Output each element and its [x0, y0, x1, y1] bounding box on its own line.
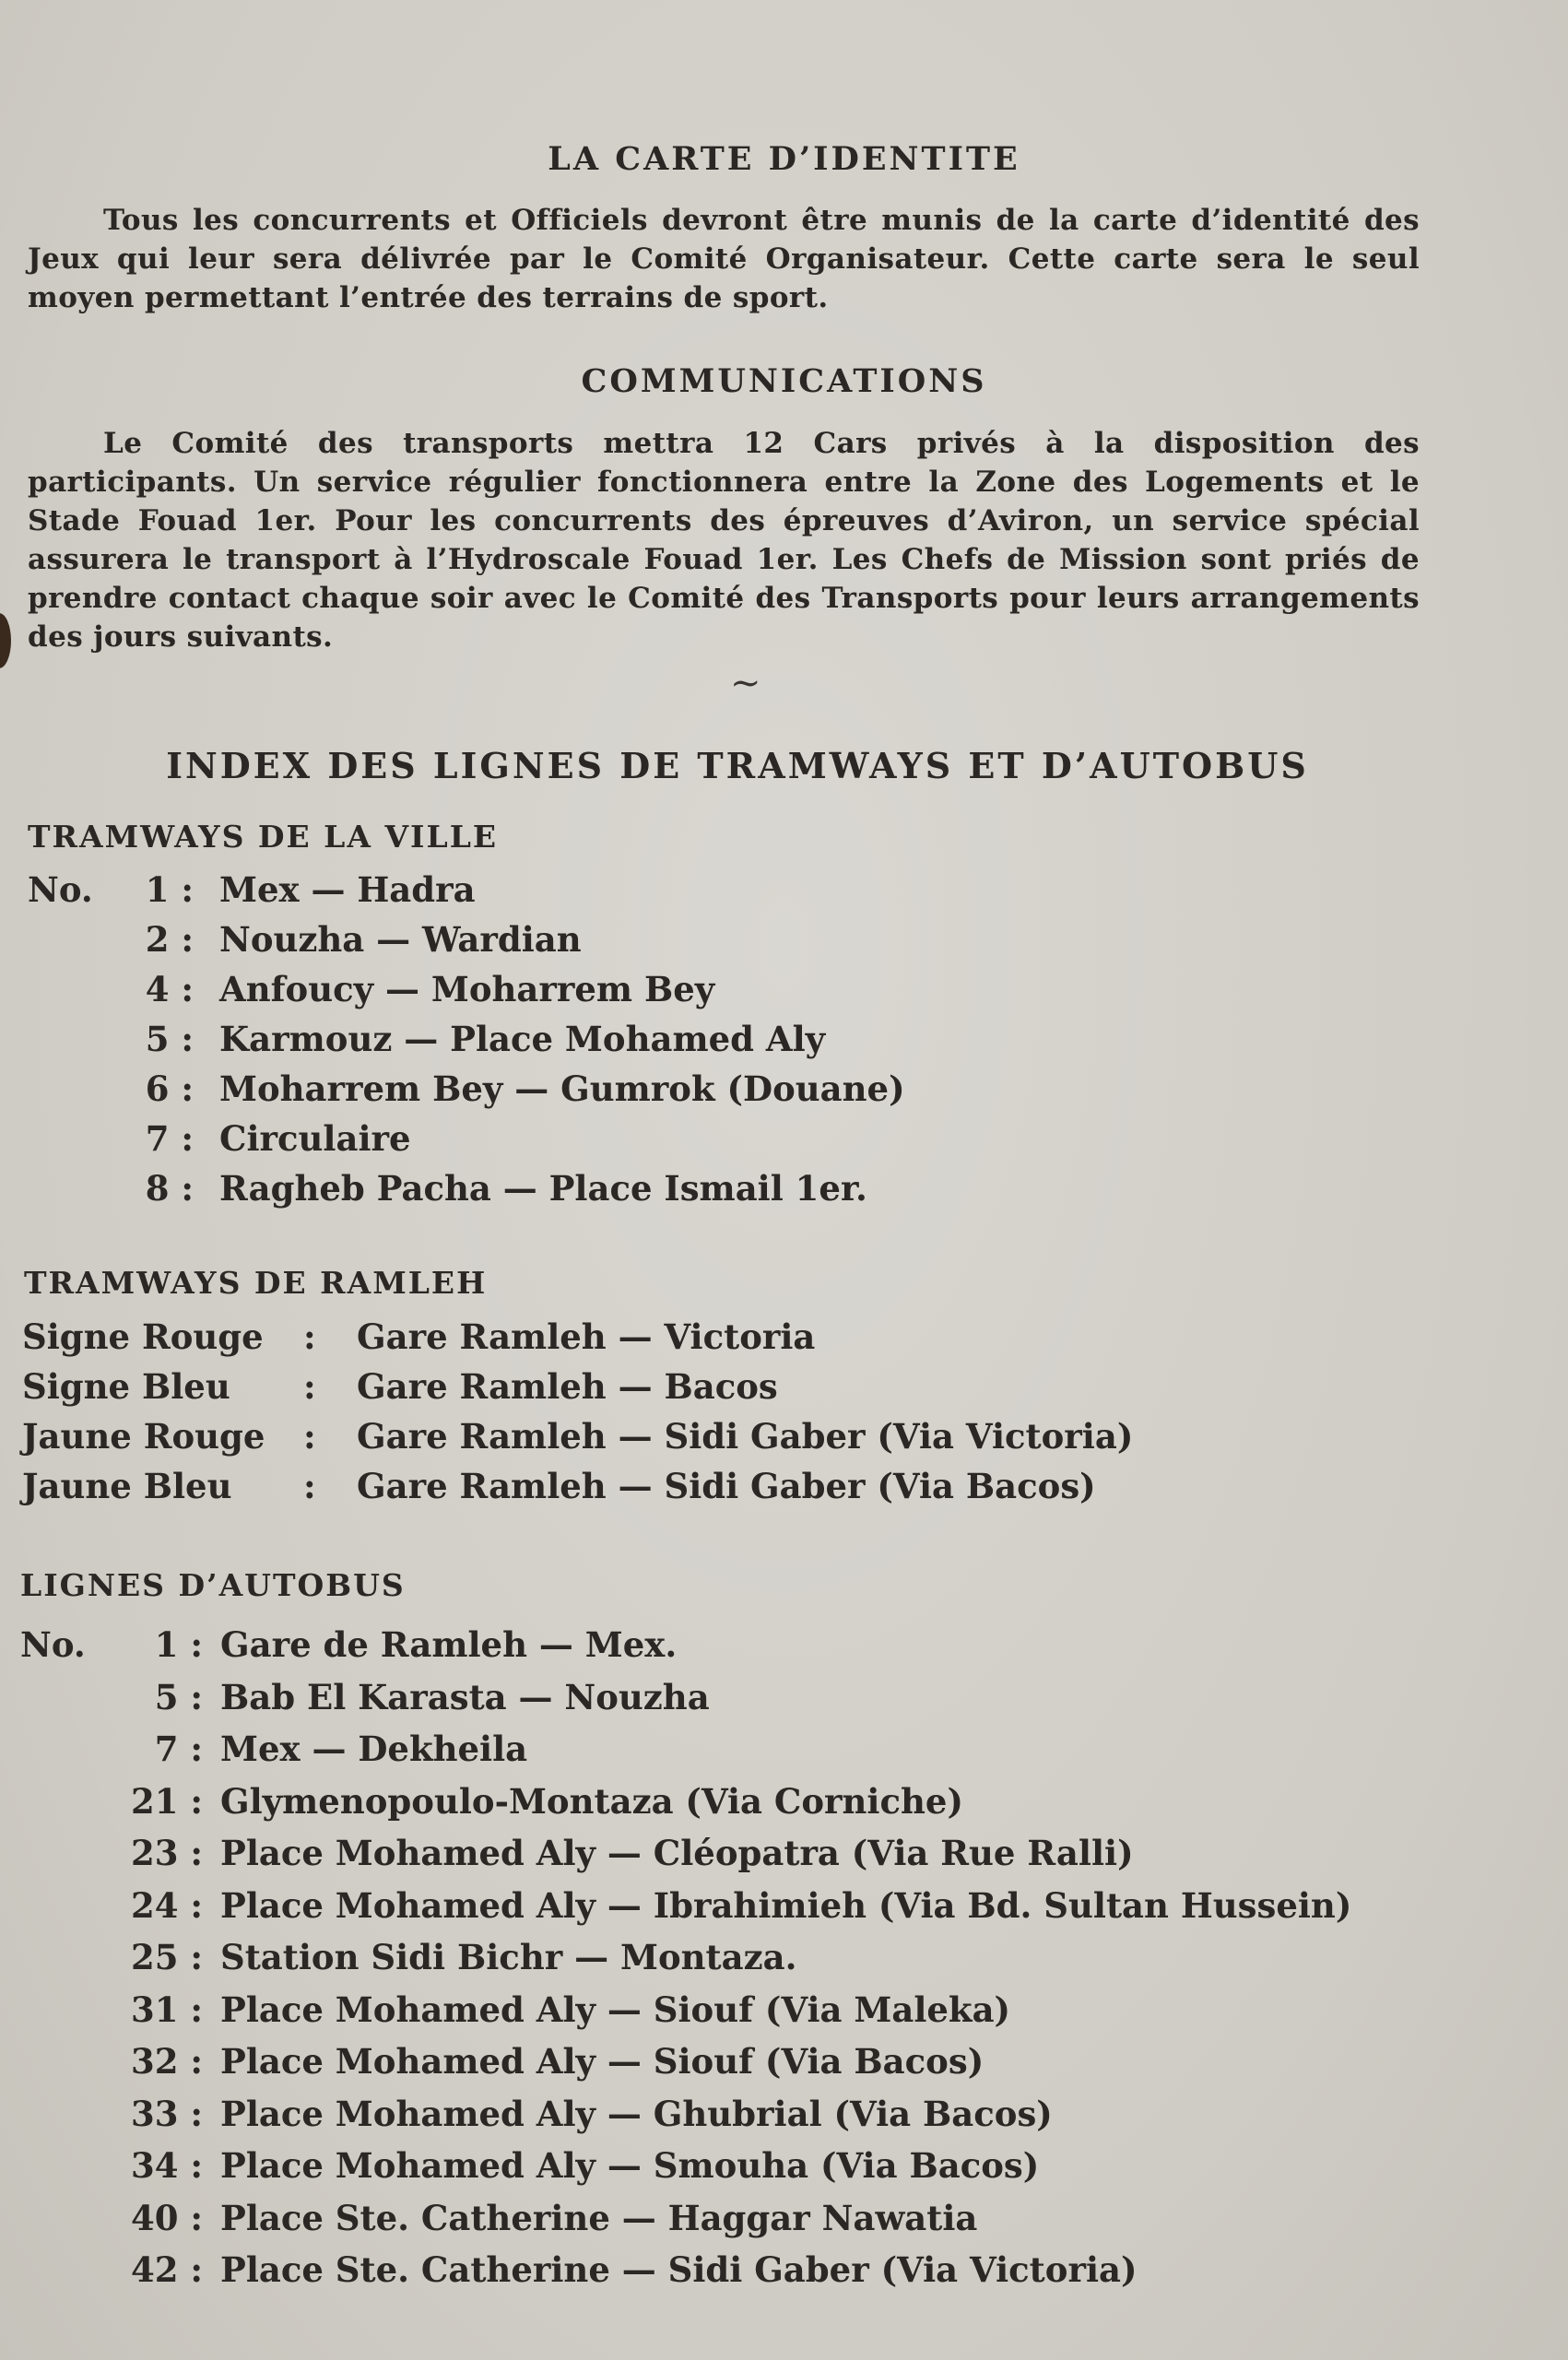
tram-line-row: [28, 969, 1318, 1019]
ramleh-line-row-signe: Signe Bleu: [22, 1366, 230, 1407]
bus-line-row-number: 23 :: [130, 1833, 203, 1873]
bus-line-row-route: Mex — Dekheila: [220, 1729, 528, 1769]
bus-line-row-number: 25 :: [130, 1937, 203, 1977]
bus-line-row: [20, 1781, 1403, 1834]
tramways-ramleh-list: [22, 1316, 1313, 1516]
bus-line-row: [20, 1624, 1403, 1677]
tram-line-row-route: Moharrem Bey — Gumrok (Douane): [219, 1068, 905, 1109]
bus-line-row-route: Place Mohamed Aly — Cléopatra (Via Rue Ralli): [220, 1833, 1134, 1873]
bus-line-row-route: Place Ste. Catherine — Sidi Gaber (Via Victoria): [220, 2249, 1138, 2290]
ramleh-line-row: [22, 1316, 1313, 1366]
bus-line-row: [20, 2041, 1403, 2094]
bus-line-row-number: 34 :: [130, 2145, 203, 2186]
bus-line-row: [20, 2249, 1403, 2302]
tram-line-row: [28, 869, 1318, 919]
ornament-divider: ~: [730, 662, 761, 704]
bus-line-row-route: Place Mohamed Aly — Ibrahimieh (Via Bd. Sultan Hussein): [220, 1884, 1352, 1926]
tram-line-row-number: 8 :: [145, 1168, 194, 1209]
bus-line-row: [20, 2094, 1403, 2146]
tram-line-row-route: Anfoucy — Moharrem Bey: [219, 969, 715, 1009]
tram-line-row-number: 5 :: [145, 1019, 194, 1059]
ramleh-line-row-separator: :: [303, 1416, 316, 1457]
ramleh-line-row-route: Gare Ramleh — Sidi Gaber (Via Bacos): [357, 1466, 1096, 1506]
bus-line-row-number: 7 :: [154, 1729, 203, 1769]
tram-line-row-number: 4 :: [145, 969, 194, 1009]
ramleh-line-row-signe: Signe Rouge: [22, 1316, 264, 1357]
ramleh-line-row-signe: Jaune Bleu: [22, 1466, 232, 1506]
tram-line-row-number: 6 :: [145, 1068, 194, 1109]
bus-line-row-number: 42 :: [130, 2249, 203, 2290]
bus-line-row-number: 33 :: [130, 2093, 203, 2134]
tram-line-row-number: 7 :: [145, 1118, 194, 1159]
ramleh-line-row-signe: Jaune Rouge: [22, 1416, 265, 1457]
tram-line-row-route: Ragheb Pacha — Place Ismail 1er.: [219, 1168, 867, 1209]
bus-line-row-route: Bab El Karasta — Nouzha: [220, 1676, 710, 1717]
ramleh-line-row: [22, 1466, 1313, 1516]
tramways-ville-list: [28, 869, 1318, 1218]
bus-line-row-prefix: No.: [20, 1624, 86, 1665]
bus-line-row-number: 31 :: [130, 1988, 203, 2030]
bus-line-row: [20, 2145, 1403, 2198]
tram-line-row-prefix: No.: [28, 869, 93, 910]
bus-line-row-route: Place Mohamed Aly — Siouf (Via Bacos): [220, 2041, 984, 2082]
communications-paragraph: Le Comité des transports mettra 12 Cars privés à la disposition des participants. Un service régulier fonctionnera entre la Zone des Logements et le Stade Fouad 1er. Pour les concurrents des épreuves d’Aviron, un service spécial assurera le transport à l’Hydroscale Fouad 1er. Les Chefs de Mission sont priés de prendre contact chaque soir avec le Comité des Transports pour leurs arrangements des jours suivants.: [28, 427, 1420, 654]
bus-line-row-number: 24 :: [130, 1884, 203, 1926]
tram-line-row: [28, 1068, 1318, 1118]
bus-line-row-number: 1 :: [154, 1624, 203, 1665]
bus-line-row: [20, 1989, 1403, 2042]
communications-title: COMMUNICATIONS: [581, 362, 987, 400]
tram-line-row: [28, 1118, 1318, 1168]
ramleh-line-row-separator: :: [303, 1466, 316, 1506]
identite-paragraph: Tous les concurrents et Officiels devront être munis de la carte d’identité des Jeux qui leur sera délivrée par le Comité Organisateur. Cette carte sera le seul moyen permettant l’entrée des terrains de sport.: [28, 204, 1420, 314]
bus-line-row-number: 5 :: [154, 1676, 203, 1717]
bus-line-row-route: Place Mohamed Aly — Smouha (Via Bacos): [220, 2145, 1040, 2186]
autobus-title: LIGNES D’AUTOBUS: [20, 1567, 406, 1603]
tramways-ville-title: TRAMWAYS DE LA VILLE: [28, 819, 499, 855]
tram-line-row: [28, 919, 1318, 969]
autobus-list: [20, 1624, 1403, 2302]
index-title: INDEX DES LIGNES DE TRAMWAYS ET D’AUTOBUS: [166, 745, 1309, 786]
tram-line-row-number: 2 :: [145, 919, 194, 960]
identite-title: LA CARTE D’IDENTITE: [548, 140, 1020, 178]
tram-line-row-route: Nouzha — Wardian: [219, 919, 582, 960]
bus-line-row-number: 21 :: [130, 1780, 203, 1822]
tram-line-row-route: Circulaire: [219, 1118, 411, 1159]
tramways-ramleh-title: TRAMWAYS DE RAMLEH: [24, 1265, 488, 1301]
tram-line-row-route: Mex — Hadra: [219, 869, 476, 910]
bus-line-row-number: 32 :: [130, 2041, 203, 2082]
bus-line-row: [20, 1729, 1403, 1781]
bus-line-row-route: Gare de Ramleh — Mex.: [220, 1624, 678, 1665]
ramleh-line-row-route: Gare Ramleh — Victoria: [357, 1316, 816, 1357]
ramleh-line-row-separator: :: [303, 1316, 316, 1357]
bus-line-row: [20, 1937, 1403, 1989]
bus-line-row-route: Station Sidi Bichr — Montaza.: [220, 1937, 797, 1977]
tram-line-row: [28, 1019, 1318, 1068]
tram-line-row-number: 1 :: [145, 869, 194, 910]
bus-line-row-route: Place Mohamed Aly — Siouf (Via Maleka): [220, 1988, 1011, 2030]
ramleh-line-row: [22, 1416, 1313, 1466]
tram-line-row: [28, 1168, 1318, 1218]
bus-line-row: [20, 1833, 1403, 1885]
bus-line-row-route: Glymenopoulo-Montaza (Via Corniche): [220, 1780, 963, 1822]
page-edge-mark: [0, 613, 11, 668]
bus-line-row: [20, 1885, 1403, 1938]
bus-line-row-route: Place Ste. Catherine — Haggar Nawatia: [220, 2197, 978, 2238]
ramleh-line-row-route: Gare Ramleh — Sidi Gaber (Via Victoria): [357, 1416, 1134, 1457]
bus-line-row: [20, 2198, 1403, 2250]
ramleh-line-row: [22, 1366, 1313, 1416]
bus-line-row: [20, 1677, 1403, 1729]
ramleh-line-row-route: Gare Ramleh — Bacos: [357, 1366, 778, 1407]
bus-line-row-number: 40 :: [130, 2197, 203, 2238]
bus-line-row-route: Place Mohamed Aly — Ghubrial (Via Bacos): [220, 2093, 1053, 2134]
tram-line-row-route: Karmouz — Place Mohamed Aly: [219, 1019, 826, 1059]
ramleh-line-row-separator: :: [303, 1366, 316, 1407]
